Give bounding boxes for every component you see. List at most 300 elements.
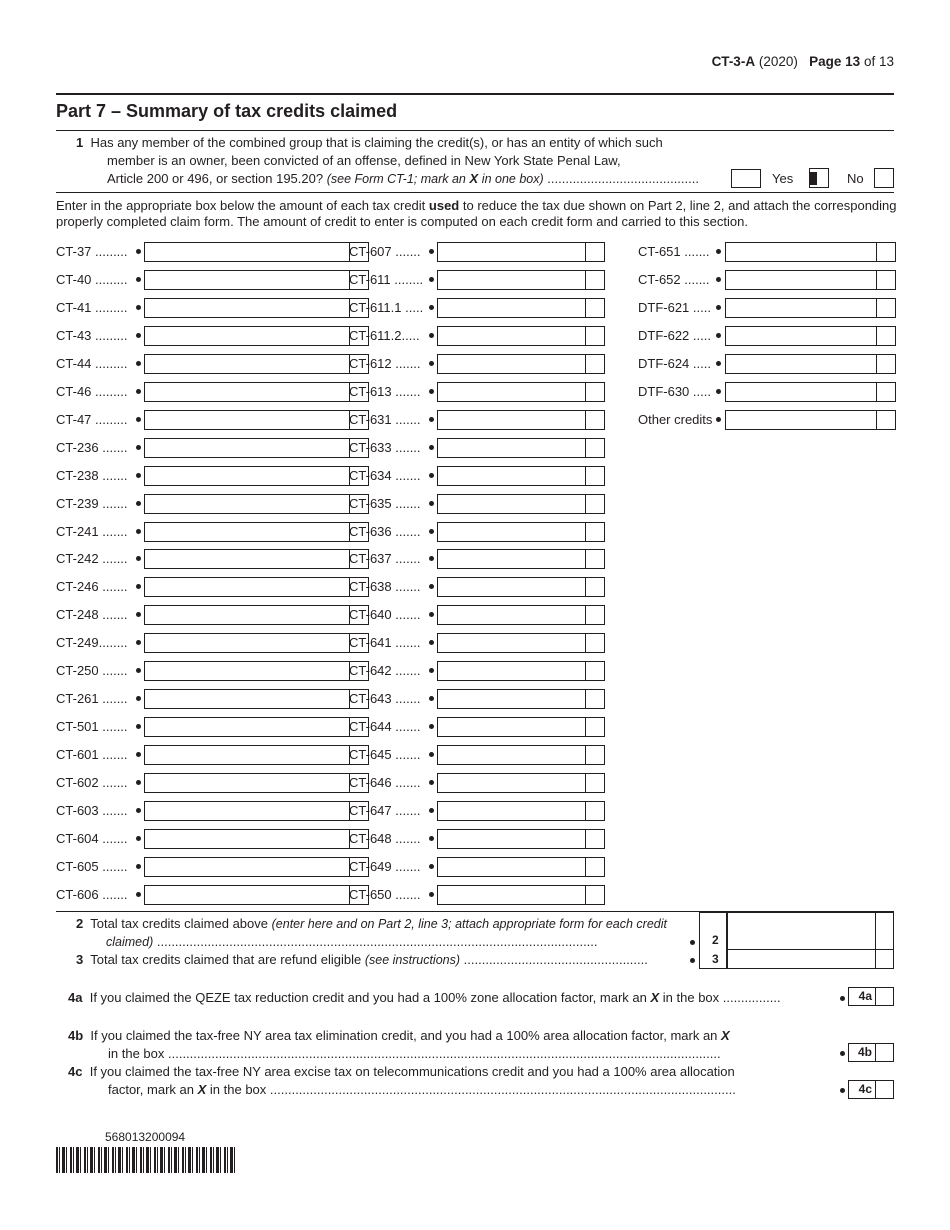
credit-amount-field[interactable]	[144, 494, 350, 514]
line2-note: (enter here and on Part 2, line 3; attach appropriate form for each credit	[271, 917, 667, 931]
credit-amount-field[interactable]	[144, 298, 350, 318]
credit-row	[349, 689, 609, 709]
line4b-dots: .........................................................................................................................................................	[168, 1046, 721, 1061]
credit-row	[349, 829, 609, 849]
line4b-checkbox[interactable]	[875, 1043, 894, 1062]
form-year: (2020)	[758, 54, 798, 69]
credit-amount-field[interactable]	[437, 242, 586, 262]
intro-a: Enter in the appropriate box below the amount of each tax credit	[56, 198, 426, 213]
q1-dots: ..........................................	[547, 171, 699, 186]
line4c-dots: .................................................................................................................................	[269, 1082, 736, 1097]
credit-bullet	[136, 333, 141, 338]
credit-bullet	[429, 333, 434, 338]
credit-bullet	[136, 612, 141, 617]
credit-label: CT-246 .......	[56, 579, 128, 595]
credit-cents-field[interactable]	[877, 410, 896, 430]
question-1	[56, 134, 894, 188]
credit-amount-field[interactable]	[144, 829, 350, 849]
line3-text: Total tax credits claimed that are refund eligible	[90, 952, 362, 967]
credit-row	[349, 773, 609, 793]
credit-row	[638, 242, 898, 262]
credit-amount-field[interactable]	[437, 661, 586, 681]
credit-amount-field[interactable]	[437, 270, 586, 290]
credit-bullet	[429, 584, 434, 589]
credit-label: CT-239 .......	[56, 495, 128, 511]
credit-amount-field[interactable]	[437, 689, 586, 709]
q1-line-number-box	[731, 169, 761, 188]
credit-amount-field[interactable]	[725, 298, 877, 318]
header-rule	[56, 93, 894, 95]
line4b-number-box: 4b	[848, 1043, 876, 1062]
credit-label: DTF-630 .....	[638, 383, 711, 399]
credit-amount-field[interactable]	[144, 410, 350, 430]
line4c-x: X	[197, 1082, 207, 1097]
credit-label: CT-640 .......	[349, 607, 421, 623]
credit-amount-field[interactable]	[437, 354, 586, 374]
credit-amount-field[interactable]	[144, 577, 350, 597]
credit-cents-field[interactable]	[877, 354, 896, 374]
intro-b: used	[428, 198, 460, 213]
credit-amount-field[interactable]	[144, 689, 350, 709]
credit-cents-field[interactable]	[586, 577, 605, 597]
credit-bullet	[136, 668, 141, 673]
credit-bullet	[716, 389, 721, 394]
credit-row	[349, 410, 609, 430]
credit-row	[349, 885, 609, 905]
credit-amount-field[interactable]	[144, 773, 350, 793]
line4c-number-box: 4c	[848, 1080, 876, 1099]
line-4c	[68, 1063, 848, 1099]
credit-label: CT-651 .......	[638, 244, 710, 259]
credit-label: CT-236 .......	[56, 439, 128, 455]
credit-cents-field[interactable]	[586, 857, 605, 877]
credit-cents-field[interactable]	[586, 745, 605, 765]
credit-bullet	[429, 445, 434, 450]
credit-bullet	[716, 417, 721, 422]
credit-amount-field[interactable]	[144, 801, 350, 821]
credit-cents-field[interactable]	[586, 549, 605, 569]
credit-bullet	[429, 752, 434, 757]
credit-row	[638, 354, 898, 374]
credit-amount-field[interactable]	[437, 885, 586, 905]
q1-line1: Has any member of the combined group that is claiming the credit(s), or has an entity of which such	[90, 135, 663, 150]
line4b-bullet	[840, 1051, 845, 1056]
credit-row	[349, 438, 609, 458]
credit-label: CT-648 .......	[349, 830, 421, 846]
line3-cents-field[interactable]	[876, 949, 894, 969]
credit-bullet	[716, 361, 721, 366]
credit-cents-field[interactable]	[586, 298, 605, 318]
credit-row	[638, 270, 898, 290]
credit-amount-field[interactable]	[144, 270, 350, 290]
line3-number: 3	[76, 952, 84, 967]
credit-amount-field[interactable]	[437, 410, 586, 430]
page-number: 13	[845, 54, 861, 69]
line2-box-number: 2	[712, 933, 719, 947]
credit-bullet	[136, 361, 141, 366]
line3-note: (see instructions)	[364, 953, 461, 967]
line4c-text: If you claimed the tax-free NY area excise tax on telecommunications credit and you had a 100% area allocation	[89, 1064, 735, 1079]
credit-cents-field[interactable]	[586, 717, 605, 737]
line2-note-cont: claimed)	[106, 935, 154, 949]
credit-label: CT-645 .......	[349, 747, 421, 763]
credit-bullet	[429, 305, 434, 310]
credit-row	[349, 270, 609, 290]
credit-cents-field[interactable]	[586, 438, 605, 458]
credit-cents-field[interactable]	[586, 410, 605, 430]
credit-bullet	[136, 501, 141, 506]
credit-cents-field[interactable]	[586, 829, 605, 849]
credit-row	[56, 242, 316, 262]
line4a-bullet	[840, 996, 845, 1001]
credit-bullet	[716, 333, 721, 338]
credit-row	[638, 410, 898, 430]
credit-row	[56, 494, 316, 514]
line4b-text-b: in the box	[108, 1046, 165, 1061]
credit-bullet	[136, 864, 141, 869]
q1-yes-checkbox[interactable]	[809, 168, 829, 188]
line-4a	[68, 990, 781, 1005]
page-header	[712, 54, 894, 69]
line2-bullet	[690, 940, 695, 945]
credit-label: CT-601 .......	[56, 747, 128, 763]
line4b-text: If you claimed the tax-free NY area tax elimination credit, and you had a 100% area allocation factor, mark an	[90, 1028, 718, 1043]
credit-cents-field[interactable]	[586, 382, 605, 402]
line4b-number: 4b	[68, 1028, 84, 1043]
line3-box-number: 3	[712, 952, 719, 966]
credit-bullet	[136, 556, 141, 561]
credit-label: CT-249........	[56, 635, 128, 651]
credit-bullet	[429, 556, 434, 561]
credit-bullet	[136, 892, 141, 897]
line3-amount-field[interactable]	[727, 949, 876, 969]
credit-amount-field[interactable]	[144, 466, 350, 486]
credit-label: CT-647 .......	[349, 803, 421, 818]
line4c-number: 4c	[68, 1064, 83, 1079]
credit-row	[638, 382, 898, 402]
q1-line3a: Article 200 or 496, or section 195.20?	[107, 171, 324, 186]
credit-label: CT-501 .......	[56, 719, 128, 735]
credit-label: CT-261 .......	[56, 691, 128, 707]
credit-bullet	[429, 529, 434, 534]
credit-amount-field[interactable]	[144, 382, 350, 402]
line2-cents-field[interactable]	[876, 912, 894, 950]
credit-bullet	[136, 808, 141, 813]
credit-row	[349, 577, 609, 597]
credit-row	[56, 410, 316, 430]
credit-row	[56, 270, 316, 290]
credit-bullet	[136, 724, 141, 729]
credit-amount-field[interactable]	[725, 410, 877, 430]
credit-bullet	[429, 501, 434, 506]
credit-label: CT-37 .........	[56, 244, 128, 259]
credit-label: CT-43 .........	[56, 327, 128, 343]
q1-yes-marker	[810, 172, 817, 185]
credit-label: CT-241 .......	[56, 523, 128, 539]
line4c-bullet	[840, 1088, 845, 1093]
credit-label: CT-40 .........	[56, 271, 128, 287]
credit-row	[56, 549, 316, 569]
credit-label: CT-643 .......	[349, 691, 421, 707]
credit-amount-field[interactable]	[437, 857, 586, 877]
credit-amount-field[interactable]	[437, 382, 586, 402]
q1-line2: member is an owner, been convicted of an offense, defined in New York State Penal Law,	[107, 153, 621, 168]
credit-bullet	[429, 640, 434, 645]
credit-cents-field[interactable]	[586, 466, 605, 486]
credit-row	[56, 577, 316, 597]
credit-bullet	[136, 249, 141, 254]
credit-bullet	[136, 473, 141, 478]
line2-number: 2	[76, 916, 84, 931]
credit-label: CT-41 .........	[56, 299, 128, 315]
credit-label: CT-631 .......	[349, 411, 421, 427]
credit-amount-field[interactable]	[144, 885, 350, 905]
line2-amount-field[interactable]	[727, 912, 876, 950]
credit-label: CT-611 ........	[349, 271, 424, 287]
credit-label: CT-47 .........	[56, 411, 128, 427]
credit-label: CT-633 .......	[349, 439, 421, 455]
line2-text: Total tax credits claimed above	[90, 916, 268, 931]
credit-cents-field[interactable]	[586, 494, 605, 514]
credit-bullet	[136, 277, 141, 282]
credit-bullet	[136, 417, 141, 422]
credit-amount-field[interactable]	[437, 829, 586, 849]
credit-cents-field[interactable]	[877, 298, 896, 318]
credit-bullet	[429, 361, 434, 366]
credit-amount-field[interactable]	[437, 577, 586, 597]
credit-row	[349, 549, 609, 569]
credit-label: DTF-624 .....	[638, 355, 711, 371]
credit-amount-field[interactable]	[437, 549, 586, 569]
credit-amount-field[interactable]	[725, 326, 877, 346]
credit-row	[349, 661, 609, 681]
credit-bullet	[429, 277, 434, 282]
credit-amount-field[interactable]	[144, 605, 350, 625]
credit-row	[56, 466, 316, 486]
credit-cents-field[interactable]	[586, 354, 605, 374]
credit-amount-field[interactable]	[437, 801, 586, 821]
credit-amount-field[interactable]	[144, 717, 350, 737]
line-4b	[68, 1027, 848, 1063]
credit-amount-field[interactable]	[437, 494, 586, 514]
credit-cents-field[interactable]	[586, 801, 605, 821]
credit-bullet	[716, 305, 721, 310]
credit-bullet	[136, 445, 141, 450]
q1-no-label: No	[847, 171, 864, 186]
credit-amount-field[interactable]	[725, 242, 877, 262]
credit-label: CT-242 .......	[56, 551, 128, 567]
line4a-number: 4a	[68, 990, 83, 1005]
q1-rule	[56, 192, 894, 193]
credit-cents-field[interactable]	[586, 242, 605, 262]
credit-row	[349, 857, 609, 877]
credit-amount-field[interactable]	[725, 354, 877, 374]
line3-dots: ...................................................	[463, 952, 648, 967]
credit-row	[349, 522, 609, 542]
credit-amount-field[interactable]	[144, 745, 350, 765]
credit-amount-field[interactable]	[437, 717, 586, 737]
credit-cents-field[interactable]	[586, 270, 605, 290]
credit-label: CT-603 .......	[56, 803, 128, 818]
credit-cents-field[interactable]	[877, 382, 896, 402]
credit-amount-field[interactable]	[437, 633, 586, 653]
credit-amount-field[interactable]	[144, 633, 350, 653]
credit-row	[349, 605, 609, 625]
credit-bullet	[429, 668, 434, 673]
credit-amount-field[interactable]	[144, 242, 350, 262]
section-title: Part 7 – Summary of tax credits claimed	[56, 101, 398, 121]
line4a-x: X	[650, 990, 660, 1005]
credit-bullet	[136, 529, 141, 534]
credit-cents-field[interactable]	[586, 605, 605, 625]
credit-amount-field[interactable]	[144, 661, 350, 681]
credit-bullet	[429, 724, 434, 729]
credit-label: CT-635 .......	[349, 495, 421, 511]
credit-row	[349, 494, 609, 514]
credit-cents-field[interactable]	[586, 326, 605, 346]
credit-label: CT-641 .......	[349, 635, 421, 651]
credit-amount-field[interactable]	[437, 466, 586, 486]
credit-bullet	[429, 780, 434, 785]
credit-amount-field[interactable]	[144, 522, 350, 542]
q1-line3b: (see Form CT-1; mark an	[326, 172, 466, 186]
credit-cents-field[interactable]	[586, 689, 605, 709]
credit-bullet	[136, 836, 141, 841]
credit-bullet	[429, 249, 434, 254]
credit-row	[638, 298, 898, 318]
credit-row	[349, 382, 609, 402]
line2-dots: ..........................................................................................................................	[156, 934, 598, 949]
credit-row	[56, 605, 316, 625]
credit-label: CT-46 .........	[56, 383, 128, 399]
credit-row	[349, 801, 609, 821]
line4a-dots: ................	[722, 990, 781, 1005]
credit-row	[56, 745, 316, 765]
credit-amount-field[interactable]	[725, 270, 877, 290]
credit-row	[56, 326, 316, 346]
credit-amount-field[interactable]	[144, 549, 350, 569]
credit-cents-field[interactable]	[586, 773, 605, 793]
credit-label: CT-44 .........	[56, 355, 128, 371]
credit-row	[349, 633, 609, 653]
credit-row	[349, 326, 609, 346]
credit-row	[56, 382, 316, 402]
credit-amount-field[interactable]	[144, 857, 350, 877]
credit-cents-field[interactable]	[586, 661, 605, 681]
credit-row	[349, 717, 609, 737]
credit-cents-field[interactable]	[586, 633, 605, 653]
credit-row	[56, 773, 316, 793]
credit-amount-field[interactable]	[725, 382, 877, 402]
credit-row	[349, 354, 609, 374]
credit-row	[56, 354, 316, 374]
q1-no-checkbox[interactable]	[874, 168, 894, 188]
credit-label: CT-607 .......	[349, 244, 421, 259]
credit-cents-field[interactable]	[877, 326, 896, 346]
credit-bullet	[429, 612, 434, 617]
credit-label: CT-637 .......	[349, 551, 421, 567]
credit-label: CT-250 .......	[56, 663, 128, 679]
credit-label: Other credits	[638, 411, 713, 427]
credit-row	[56, 689, 316, 709]
q1-line3c: in one box)	[481, 172, 544, 186]
credit-bullet	[429, 892, 434, 897]
barcode-number: 568013200094	[105, 1130, 186, 1144]
credit-label: CT-611.2.....	[349, 327, 420, 343]
credit-label: CT-634 .......	[349, 467, 421, 483]
credit-label: CT-602 .......	[56, 775, 128, 791]
credit-row	[349, 745, 609, 765]
line4c-text-b: factor, mark an	[108, 1082, 194, 1097]
credit-row	[56, 857, 316, 877]
credit-label: CT-642 .......	[349, 663, 421, 679]
credit-bullet	[716, 277, 721, 282]
credit-label: CT-611.1 .....	[349, 299, 424, 315]
credit-cents-field[interactable]	[586, 522, 605, 542]
credit-amount-field[interactable]	[144, 354, 350, 374]
intro-c: to reduce the tax due shown on Part 2, line 2, and attach the corresponding properly completed claim form. The amount of credit to enter is computed on each credit form and carried to this section.	[56, 198, 897, 229]
credit-bullet	[429, 696, 434, 701]
credit-label: CT-650 .......	[349, 886, 421, 902]
credit-amount-field[interactable]	[437, 522, 586, 542]
credit-bullet	[429, 864, 434, 869]
credit-amount-field[interactable]	[437, 745, 586, 765]
credit-cents-field[interactable]	[877, 270, 896, 290]
q1-yes-label: Yes	[772, 171, 794, 186]
credit-bullet	[136, 305, 141, 310]
credit-label: CT-636 .......	[349, 523, 421, 539]
credit-cents-field[interactable]	[586, 885, 605, 905]
credit-bullet	[429, 808, 434, 813]
credit-label: CT-604 .......	[56, 830, 128, 846]
credit-amount-field[interactable]	[144, 438, 350, 458]
credit-bullet	[429, 473, 434, 478]
line4b-x: X	[721, 1028, 730, 1043]
credit-bullet	[136, 389, 141, 394]
credit-row	[56, 801, 316, 821]
line4c-checkbox[interactable]	[875, 1080, 894, 1099]
credit-cents-field[interactable]	[877, 242, 896, 262]
credit-row	[56, 885, 316, 905]
credit-label: CT-612 .......	[349, 355, 421, 371]
credits-instructions	[56, 198, 906, 230]
credit-amount-field[interactable]	[437, 773, 586, 793]
credit-bullet	[136, 780, 141, 785]
credit-bullet	[716, 249, 721, 254]
credit-row	[56, 829, 316, 849]
credit-label: CT-613 .......	[349, 383, 421, 399]
page-total: of 13	[863, 54, 894, 69]
credit-label: CT-652 .......	[638, 271, 710, 287]
credit-amount-field[interactable]	[437, 298, 586, 318]
credit-row	[349, 242, 609, 262]
credit-bullet	[136, 584, 141, 589]
credit-row	[56, 522, 316, 542]
line4c-text-c: in the box	[209, 1082, 267, 1097]
credit-amount-field[interactable]	[437, 605, 586, 625]
credit-label: CT-238 .......	[56, 467, 128, 483]
credit-amount-field[interactable]	[437, 326, 586, 346]
credit-bullet	[429, 389, 434, 394]
credit-row	[56, 298, 316, 318]
credit-amount-field[interactable]	[144, 326, 350, 346]
credit-amount-field[interactable]	[437, 438, 586, 458]
line4a-text-b: in the box	[662, 990, 720, 1005]
credit-label: CT-646 .......	[349, 775, 421, 791]
line4a-checkbox[interactable]	[875, 987, 894, 1006]
barcode-icon	[56, 1147, 238, 1173]
credit-bullet	[136, 696, 141, 701]
